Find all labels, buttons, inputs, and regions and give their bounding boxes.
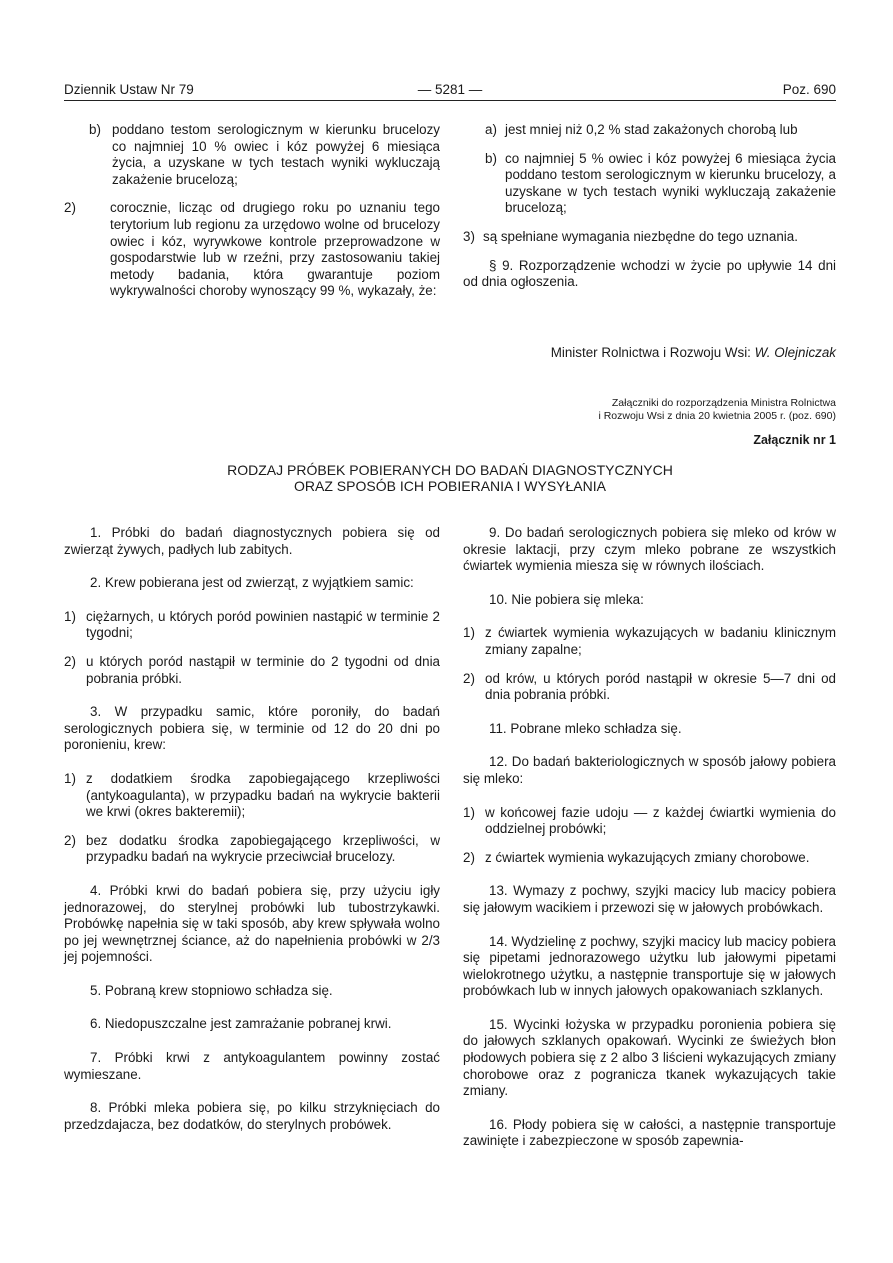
paragraph: 5. Pobraną krew stopniowo schładza się. xyxy=(90,982,333,998)
item-text: corocznie, licząc od drugiego roku po uznaniu tego terytorium lub regionu za urzędowo wolne od brucelozy owiec i kóz, wyrywkowe kontrole przeprowadzone w gospodarstwie lub w rzeźni, przy zastosowaniu takiej metody badania, która gwarantuje poziom wykrywalności choroby wynoszący 99 %, wykazały, że: xyxy=(110,200,440,299)
item-text: u których poród nastąpił w terminie do 2 tygodni od dnia pobrania próbki. xyxy=(86,653,440,686)
paragraph-9-entry-into-force: § 9. Rozporządzenie wchodzi w życie po upływie 14 dni od dnia ogłoszenia. xyxy=(463,257,836,290)
annex-note-line: Załączniki do rozporządzenia Ministra Rolnictwa xyxy=(611,397,836,409)
list-item xyxy=(64,654,440,687)
bottom-left-column xyxy=(64,525,440,1150)
paragraph: 8. Próbki mleka pobiera się, po kilku strzyknięciach do przedzdajacza, bez dodatków, do sterylnych probówek. xyxy=(64,1100,440,1132)
paragraph: 7. Próbki krwi z antykoagulantem powinny zostać wymieszane. xyxy=(64,1050,440,1082)
item-marker: 3) xyxy=(463,228,475,244)
list-item xyxy=(463,229,836,246)
item-text: co najmniej 5 % owiec i kóz powyżej 6 miesiąca życia poddano testom serologicznym w kierunku brucelozy, a uzyskane w tych testach wyniki wykluczają zakażenie brucelozą; xyxy=(505,150,836,216)
annex-note-line: i Rozwoju Wsi z dnia 20 kwietnia 2005 r. (poz. 690) xyxy=(598,410,836,422)
paragraph: 2. Krew pobierana jest od zwierząt, z wyjątkiem samic: xyxy=(90,575,414,591)
paragraph: 1. Próbki do badań diagnostycznych pobiera się od zwierząt żywych, padłych lub zabitych. xyxy=(64,525,440,557)
section-title-line: ORAZ SPOSÓB ICH POBIERANIA I WYSYŁANIA xyxy=(294,478,606,494)
list-item xyxy=(64,200,440,300)
bottom-right-column xyxy=(463,525,836,1167)
item-marker: 2) xyxy=(64,832,76,848)
paragraph: 3. W przypadku samic, które poroniły, do badań serologicznych pobiera się, w terminie od 12 do 20 dni po poronieniu, krew: xyxy=(64,704,440,753)
item-text: z ćwiartek wymienia wykazujących zmiany chorobowe. xyxy=(485,849,810,865)
paragraph: 15. Wycinki łożyska w przypadku poronienia pobiera się do jałowych szklanych opakowań. Wycinki ze świeżych błon płodowych pobiera się z 2 albo 3 liścieni wykazujących zmiany chorobowe oraz z pogranicza tkanek wykazujących takie zmiany. xyxy=(463,1016,836,1099)
list-item xyxy=(64,122,440,188)
item-marker: b) xyxy=(485,150,497,166)
item-marker: b) xyxy=(89,122,101,137)
paragraph: 16. Płody pobiera się w całości, a następnie transportuje zawinięte i zabezpieczone w sposób zapewnia- xyxy=(463,1116,836,1149)
item-text: w końcowej fazie udoju — z każdej ćwiartki wymienia do oddzielnej probówki; xyxy=(485,804,836,837)
page-number: — 5281 — xyxy=(417,82,483,97)
page-header xyxy=(64,80,836,101)
item-marker: 2) xyxy=(463,849,475,865)
item-marker: 1) xyxy=(64,770,76,786)
top-left-column xyxy=(64,122,440,312)
paragraph: 9. Do badań serologicznych pobiera się mleko od krów w okresie laktacji, przy czym mleko pobrane ze wszystkich ćwiartek wymienia miesza się w równych ilościach. xyxy=(463,525,836,574)
item-marker: 2) xyxy=(64,200,76,216)
paragraph: 4. Próbki krwi do badań pobiera się, przy użyciu igły jednorazowej, do sterylnej probówki lub tubostrzykawki. Probówkę napełnia się w taki sposób, aby krew spływała wolno po jej wewnętrznej ściance, aż do napełnienia probówki w 2/3 jej pojemności. xyxy=(64,882,440,965)
item-text: z dodatkiem środka zapobiegającego krzepliwości (antykoagulanta), w przypadku badań na wykrycie bakterii we krwi (okres bakteremii); xyxy=(86,770,440,820)
item-marker: 1) xyxy=(463,804,475,820)
item-text: poddano testom serologicznym w kierunku brucelozy co najmniej 10 % owiec i kóz powyżej 6 miesiąca życia, a uzyskane w tych testach wyniki wykluczają zakażenie brucelozą; xyxy=(112,122,440,187)
list-item xyxy=(463,850,836,867)
item-marker: 2) xyxy=(463,670,475,686)
list-item xyxy=(64,609,440,642)
section-title xyxy=(64,462,836,494)
item-marker: a) xyxy=(485,122,497,137)
paragraph: 6. Niedopuszczalne jest zamrażanie pobranej krwi. xyxy=(90,1016,392,1032)
top-right-column xyxy=(463,122,836,308)
section-title-line: RODZAJ PRÓBEK POBIERANYCH DO BADAŃ DIAGNOSTYCZNYCH xyxy=(227,462,673,478)
list-item xyxy=(463,805,836,838)
position-number: Poz. 690 xyxy=(782,82,836,97)
minister-signature xyxy=(463,345,836,360)
paragraph: 14. Wydzielinę z pochwy, szyjki macicy lub macicy pobiera się pipetami jednorazowego użytku lub jałowymi pipetami wielokrotnego użytku, a następnie transportuje się w jałowych probówkach lub w innych jałowych opakowaniach szklanych. xyxy=(463,933,836,999)
paragraph: 12. Do badań bakteriologicznych w sposób jałowy pobiera się mleko: xyxy=(463,754,836,786)
list-item xyxy=(463,625,836,658)
journal-title: Dziennik Ustaw Nr 79 xyxy=(64,82,194,97)
list-item xyxy=(64,771,440,821)
item-marker: 2) xyxy=(64,653,76,669)
list-item xyxy=(463,151,836,217)
list-item xyxy=(463,122,836,139)
item-text: bez dodatku środka zapobiegającego krzepliwości, w przypadku badań na wykrycie przeciwciał brucelozy. xyxy=(86,832,440,865)
signature-role: Minister Rolnictwa i Rozwoju Wsi: xyxy=(550,345,751,360)
paragraph: 10. Nie pobiera się mleka: xyxy=(489,591,644,607)
list-item xyxy=(463,671,836,704)
item-marker: 1) xyxy=(463,625,475,641)
signature-name: W. Olejniczak xyxy=(754,345,836,360)
item-text: są spełniane wymagania niezbędne do tego uznania. xyxy=(483,228,798,244)
annex-note xyxy=(463,397,836,423)
item-text: od krów, u których poród nastąpił w okresie 5—7 dni od dnia pobrania próbki. xyxy=(485,670,836,703)
paragraph: 11. Pobrane mleko schładza się. xyxy=(489,720,682,736)
item-text: ciężarnych, u których poród powinien nastąpić w terminie 2 tygodni; xyxy=(86,608,440,641)
paragraph: 13. Wymazy z pochwy, szyjki macicy lub macicy pobiera się jałowym wacikiem i przewozi się w jałowych probówkach. xyxy=(463,883,836,915)
annex-title: Załącznik nr 1 xyxy=(753,433,836,447)
item-text: jest mniej niż 0,2 % stad zakażonych chorobą lub xyxy=(505,122,798,137)
item-marker: 1) xyxy=(64,608,76,624)
item-text: z ćwiartek wymienia wykazujących w badaniu klinicznym zmiany zapalne; xyxy=(485,625,836,657)
list-item xyxy=(64,833,440,866)
